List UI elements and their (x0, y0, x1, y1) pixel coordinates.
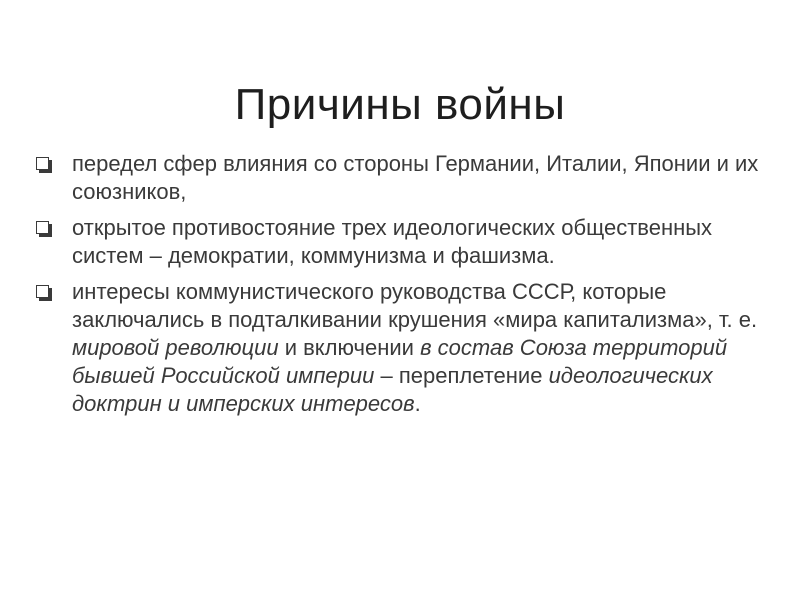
square-bullet-icon (36, 157, 49, 170)
slide-title: Причины войны (234, 80, 566, 130)
bullet-3-emphasis-doctrines: идеологических доктрин и имперских интересов (72, 363, 713, 416)
square-bullet-icon (36, 285, 49, 298)
bullet-3-text-part-4: . (414, 391, 421, 416)
bullet-2-text: открытое противостояние трех идеологических общественных систем – демократии, коммунизма и фашизма. (72, 215, 713, 268)
bullet-1-text: передел сфер влияния со стороны Германии, Италии, Японии и их союзников, (72, 151, 759, 204)
square-bullet-icon (36, 221, 49, 234)
bullet-item-2 (30, 214, 760, 270)
bullet-3-emphasis-world-revolution: мировой революции (72, 335, 279, 360)
bullet-list (30, 150, 760, 426)
bullet-3-text-part-2: и включении (278, 335, 421, 360)
bullet-item-1 (30, 150, 760, 206)
bullet-3-text-part-1: интересы коммунистического руководства СССР, которые заключались в подталкивании крушения «мира капитализма», т. е. (72, 279, 758, 332)
bullet-3-emphasis-territories: в состав Союза территорий бывшей Российской империи (72, 335, 728, 388)
bullet-3-text-part-3: – переплетение (374, 363, 549, 388)
bullet-item-3 (30, 278, 760, 418)
